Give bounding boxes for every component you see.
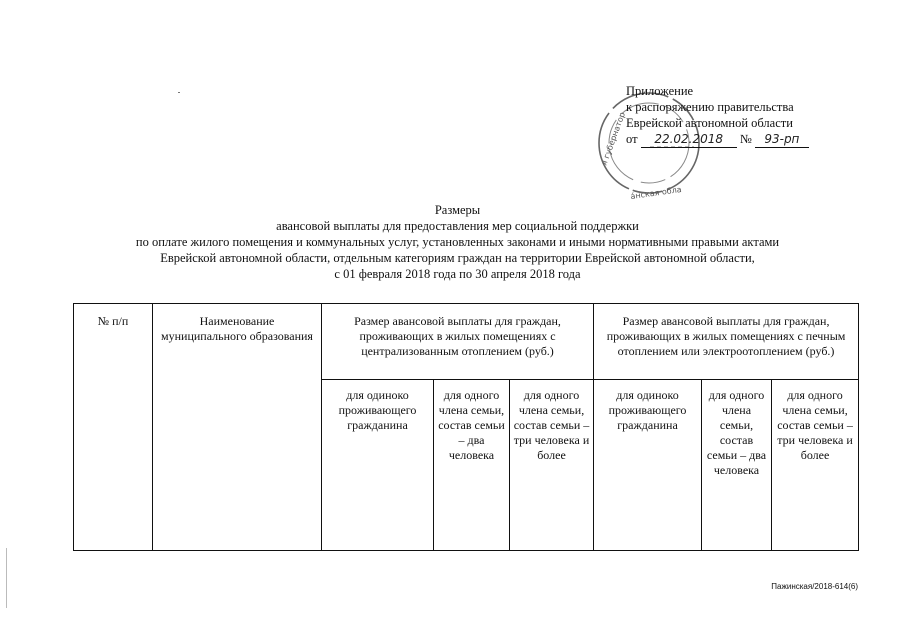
annex-block bbox=[626, 83, 809, 148]
title-line-5: с 01 февраля 2018 года по 30 апреля 2018 года bbox=[334, 267, 581, 281]
payments-table bbox=[73, 303, 859, 551]
title-line-1: Размеры bbox=[434, 203, 481, 217]
header-number: № п/п bbox=[74, 304, 153, 551]
header-municipality: Наименование муниципального образования bbox=[153, 304, 322, 551]
header-group-stove: Размер авансовой выплаты для граждан, проживающих в жилых помещениях с печным отоплением или электроотоплением (руб.) bbox=[594, 304, 859, 380]
annex-date-handwritten: 22.02.2018 bbox=[641, 131, 737, 148]
header-stove-two: для одного члена семьи, состав семьи – два человека bbox=[702, 380, 772, 551]
footer-code: Пажинская/2018-614(6) bbox=[771, 582, 858, 591]
header-central-three: для одного члена семьи, состав семьи – три человека и более bbox=[510, 380, 594, 551]
annex-date-line bbox=[626, 131, 809, 148]
title-line-4: Еврейской автономной области, отдельным категориям граждан на территории Еврейской автономной области, bbox=[160, 251, 755, 265]
svg-text:я губернатор: я губернатор bbox=[599, 110, 628, 167]
header-group-central: Размер авансовой выплаты для граждан, проживающих в жилых помещениях с централизованным отоплением (руб.) bbox=[322, 304, 594, 380]
svg-text:а́нская обла: а́нская обла bbox=[629, 184, 683, 202]
annex-number-handwritten: 93-рп bbox=[755, 131, 809, 148]
document-title bbox=[60, 202, 855, 282]
annex-region: Еврейской автономной области bbox=[626, 116, 793, 130]
header-central-two: для одного члена семьи, состав семьи – два человека bbox=[434, 380, 510, 551]
annex-from-label: от bbox=[626, 132, 638, 146]
header-stove-three: для одного члена семьи, состав семьи – три человека и более bbox=[772, 380, 859, 551]
annex-title: Приложение bbox=[626, 84, 694, 98]
annex-number-label: № bbox=[739, 132, 752, 146]
scan-speck bbox=[178, 92, 180, 93]
title-line-2: авансовой выплаты для предоставления мер социальной поддержки bbox=[276, 219, 639, 233]
header-stove-single: для одиноко проживающего гражданина bbox=[594, 380, 702, 551]
header-central-single: для одиноко проживающего гражданина bbox=[322, 380, 434, 551]
annex-order: к распоряжению правительства bbox=[626, 100, 794, 114]
scan-edge-mark bbox=[6, 548, 7, 608]
title-line-3: по оплате жилого помещения и коммунальных услуг, установленных законами и иными нормативными правыми актами bbox=[135, 235, 780, 249]
